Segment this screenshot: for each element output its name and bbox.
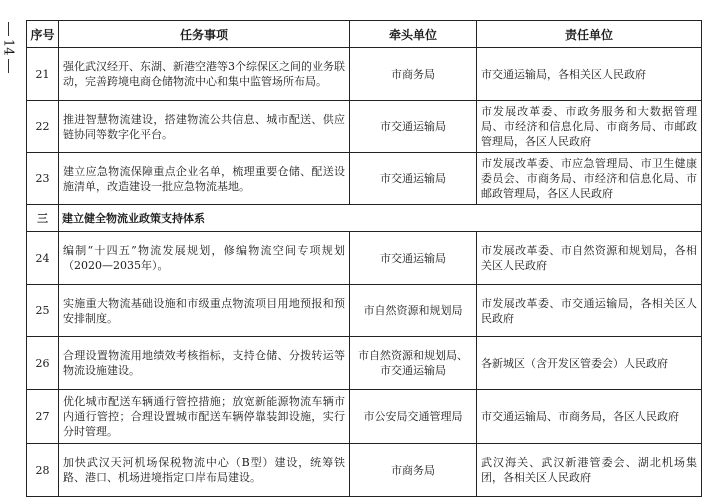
row-task: 优化城市配送车辆通行管控措施；放宽新能源物流车辆市内通行管控；合理设置城市配送车辆停靠装卸设施，实行分时管理。: [59, 390, 350, 444]
row-lead: 市交通运输局: [350, 101, 477, 153]
row-task: 强化武汉经开、东湖、新港空港等3个综保区之间的业务联动，完善跨境电商仓储物流中心和集中监管场所布局。: [59, 48, 350, 101]
table-row: [27, 285, 702, 337]
row-seq: 21: [27, 48, 59, 101]
section-row: [27, 205, 702, 232]
table-row: [27, 101, 702, 153]
row-task: 加快武汉天河机场保税物流中心（B型）建设，统筹铁路、港口、机场进境指定口岸布局建设。: [59, 444, 350, 497]
table-row: [27, 232, 702, 285]
header-lead: 牵头单位: [350, 21, 477, 48]
table-row: [27, 444, 702, 497]
header-seq: 序号: [27, 21, 59, 48]
row-seq: 24: [27, 232, 59, 285]
row-task: 实施重大物流基础设施和市级重点物流项目用地预报和预安排制度。: [59, 285, 350, 337]
page-number: [0, 22, 16, 102]
row-resp: 市发展改革委、市交通运输局，各相关区人民政府: [477, 285, 702, 337]
task-table: [26, 20, 702, 497]
section-seq: 三: [27, 205, 59, 232]
row-resp: 市交通运输局、市商务局，各区人民政府: [477, 390, 702, 444]
header-task: 任务事项: [59, 21, 350, 48]
row-seq: 26: [27, 337, 59, 390]
row-seq: 22: [27, 101, 59, 153]
row-resp: 市交通运输局，各相关区人民政府: [477, 48, 702, 101]
row-seq: 27: [27, 390, 59, 444]
row-lead: 市商务局: [350, 48, 477, 101]
row-task: 推进智慧物流建设，搭建物流公共信息、城市配送、供应链协同等数字化平台。: [59, 101, 350, 153]
row-lead: 市自然资源和规划局、市交通运输局: [350, 337, 477, 390]
row-resp: 各新城区（含开发区管委会）人民政府: [477, 337, 702, 390]
table-row: [27, 337, 702, 390]
row-task: 合理设置物流用地绩效考核指标，支持仓储、分拨转运等物流设施建设。: [59, 337, 350, 390]
row-resp: 市发展改革委、市自然资源和规划局，各相关区人民政府: [477, 232, 702, 285]
row-task: 编制“十四五”物流发展规划，修编物流空间专项规划（2020—2035年）。: [59, 232, 350, 285]
table-header-row: [27, 21, 702, 48]
row-resp: 市发展改革委、市政务服务和大数据管理局、市经济和信息化局、市商务局、市邮政管理局，各区人民政府: [477, 101, 702, 153]
row-lead: 市自然资源和规划局: [350, 285, 477, 337]
row-lead: 市商务局: [350, 444, 477, 497]
row-seq: 25: [27, 285, 59, 337]
row-lead: 市交通运输局: [350, 153, 477, 205]
row-lead: 市公安局交通管理局: [350, 390, 477, 444]
table-row: [27, 48, 702, 101]
row-seq: 23: [27, 153, 59, 205]
page-number-dash-top: [8, 22, 9, 36]
table-row: [27, 390, 702, 444]
row-resp: 市发展改革委、市应急管理局、市卫生健康委员会、市商务局、市经济和信息化局、市邮政管理局，各区人民政府: [477, 153, 702, 205]
page-number-text: 14: [0, 39, 16, 56]
row-resp: 武汉海关、武汉新港管委会、湖北机场集团，各相关区人民政府: [477, 444, 702, 497]
header-resp: 责任单位: [477, 21, 702, 48]
table-row: [27, 153, 702, 205]
section-title: 建立健全物流业政策支持体系: [59, 205, 702, 232]
row-seq: 28: [27, 444, 59, 497]
row-task: 建立应急物流保障重点企业名单，梳理重要仓储、配送设施清单，改造建设一批应急物流基地。: [59, 153, 350, 205]
row-lead: 市交通运输局: [350, 232, 477, 285]
page-number-dash-bottom: [8, 59, 9, 73]
